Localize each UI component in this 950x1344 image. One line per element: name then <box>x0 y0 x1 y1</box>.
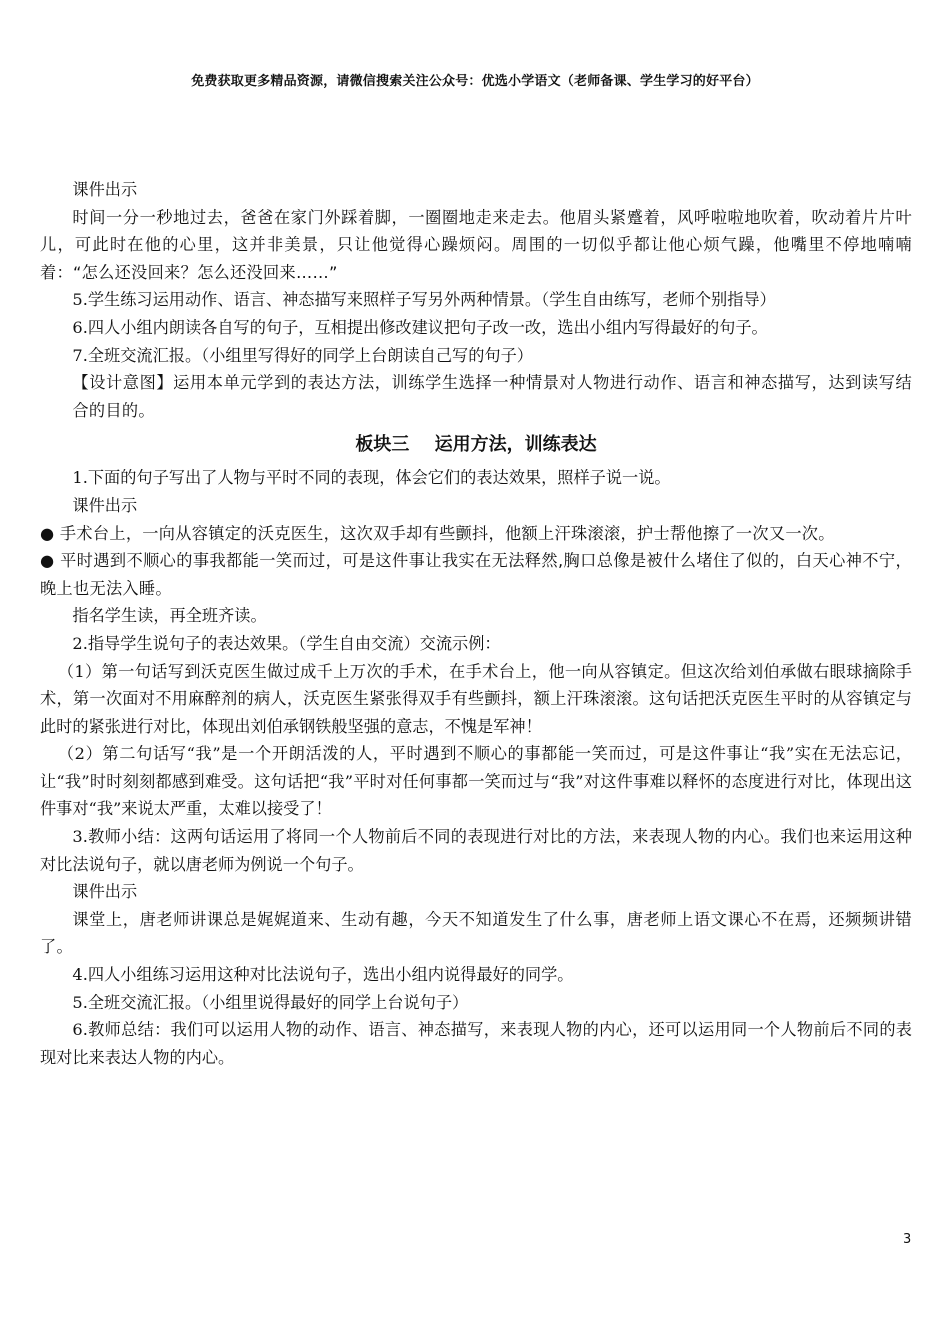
section-three-step-2: 2.指导学生说句子的表达效果。（学生自由交流）交流示例： <box>72 633 501 653</box>
section-three-step-4: 4.四人小组练习运用这种对比法说句子，选出小组内说得最好的同学。 <box>72 965 574 985</box>
teacher-example: 课堂上，唐老师讲课总是娓娓道来、生动有趣，今天不知道发生了什么事，唐老师上语文课心不在焉，还频频讲错了。 <box>40 909 912 957</box>
design-intent: 【设计意图】运用本单元学到的表达方法，训练学生选择一种情景对人物进行动作、语言和神态描写，达到读写结合的目的。 <box>72 373 912 420</box>
step-7-class-report: 7.全班交流汇报。（小组里写得好的同学上台朗读自己写的句子） <box>72 345 533 365</box>
section-three-label: 板块三 <box>355 434 410 456</box>
courseware-label: 课件出示 <box>72 180 138 199</box>
courseware-label: 课件出示 <box>72 882 138 902</box>
lesson-plan-body <box>40 176 912 1071</box>
reading-instruction: 指名学生读，再全班齐读。 <box>72 606 267 626</box>
analysis-sentence-1: （1）第一句话写到沃克医生做过成千上万次的手术，在手术台上，他一向从容镇定。但这次给刘伯承做右眼球摘除手术，第一次面对不用麻醉剂的病人，沃克医生紧张得双手有些颤抖，额上汗珠滚滚。这句话把沃克医生平时的从容镇定与此时的紧张进行对比，体现出刘伯承钢铁般坚强的意志，不愧是军神！ <box>40 661 912 736</box>
section-three-step-1: 1.下面的句子写出了人物与平时不同的表现，体会它们的表达效果，照样子说一说。 <box>72 468 671 488</box>
resource-notice-header: 免费获取更多精品资源，请微信搜索关注公众号：优选小学语文（老师备课、学生学习的好平台） <box>191 74 759 89</box>
section-three-step-6: 6.教师总结：我们可以运用人物的动作、语言、神态描写，来表现人物的内心，还可以运用同一个人物前后不同的表现对比来表达人物的内心。 <box>40 1020 912 1067</box>
section-three-title <box>40 430 912 460</box>
page-number: 3 <box>903 1232 912 1247</box>
section-three-step-3: 3.教师小结：这两句话运用了将同一个人物前后不同的表现进行对比的方法，来表现人物的内心。我们也来运用这种对比法说句子，就以唐老师为例说一个句子。 <box>40 827 912 874</box>
section-three-step-5: 5.全班交流汇报。（小组里说得最好的同学上台说句子） <box>72 992 469 1012</box>
example-passage: 时间一分一秒地过去，爸爸在家门外踩着脚，一圈圈地走来走去。他眉头紧蹙着，风呼啦啦地吹着，吹动着片片叶儿，可此时在他的心里，这并非美景，只让他觉得心躁烦闷。周围的一切似乎都让他心烦气躁，他嘴里不停地喃喃着：“怎么还没回来？怎么还没回来……” <box>40 207 912 282</box>
courseware-label: 课件出示 <box>72 495 138 515</box>
step-5-practice: 5.学生练习运用动作、语言、神态描写来照样子写另外两种情景。（学生自由练写，老师个别指导） <box>72 290 776 310</box>
example-sentence-1: ● 手术台上，一向从容镇定的沃克医生，这次双手却有些颤抖，他额上汗珠滚滚，护士帮他擦了一次又一次。 <box>40 523 835 543</box>
section-three-heading: 运用方法，训练表达 <box>434 434 597 456</box>
analysis-sentence-2: （2）第二句话写“我”是一个开朗活泼的人，平时遇到不顺心的事都能一笑而过，可是这件事让“我”实在无法忘记，让“我”时时刻刻都感到难受。这句话把“我”平时对任何事都一笑而过与“我”对这件事难以释怀的态度进行对比，体现出这件事对“我”来说太严重，太难以接受了！ <box>40 744 912 819</box>
step-6-group-reading: 6.四人小组内朗读各自写的句子，互相提出修改建议把句子改一改，选出小组内写得最好的句子。 <box>72 317 768 337</box>
example-sentence-2: ● 平时遇到不顺心的事我都能一笑而过，可是这件事让我实在无法释然,胸口总像是被什么堵住了似的，白天心神不宁，晚上也无法入睡。 <box>40 551 912 598</box>
